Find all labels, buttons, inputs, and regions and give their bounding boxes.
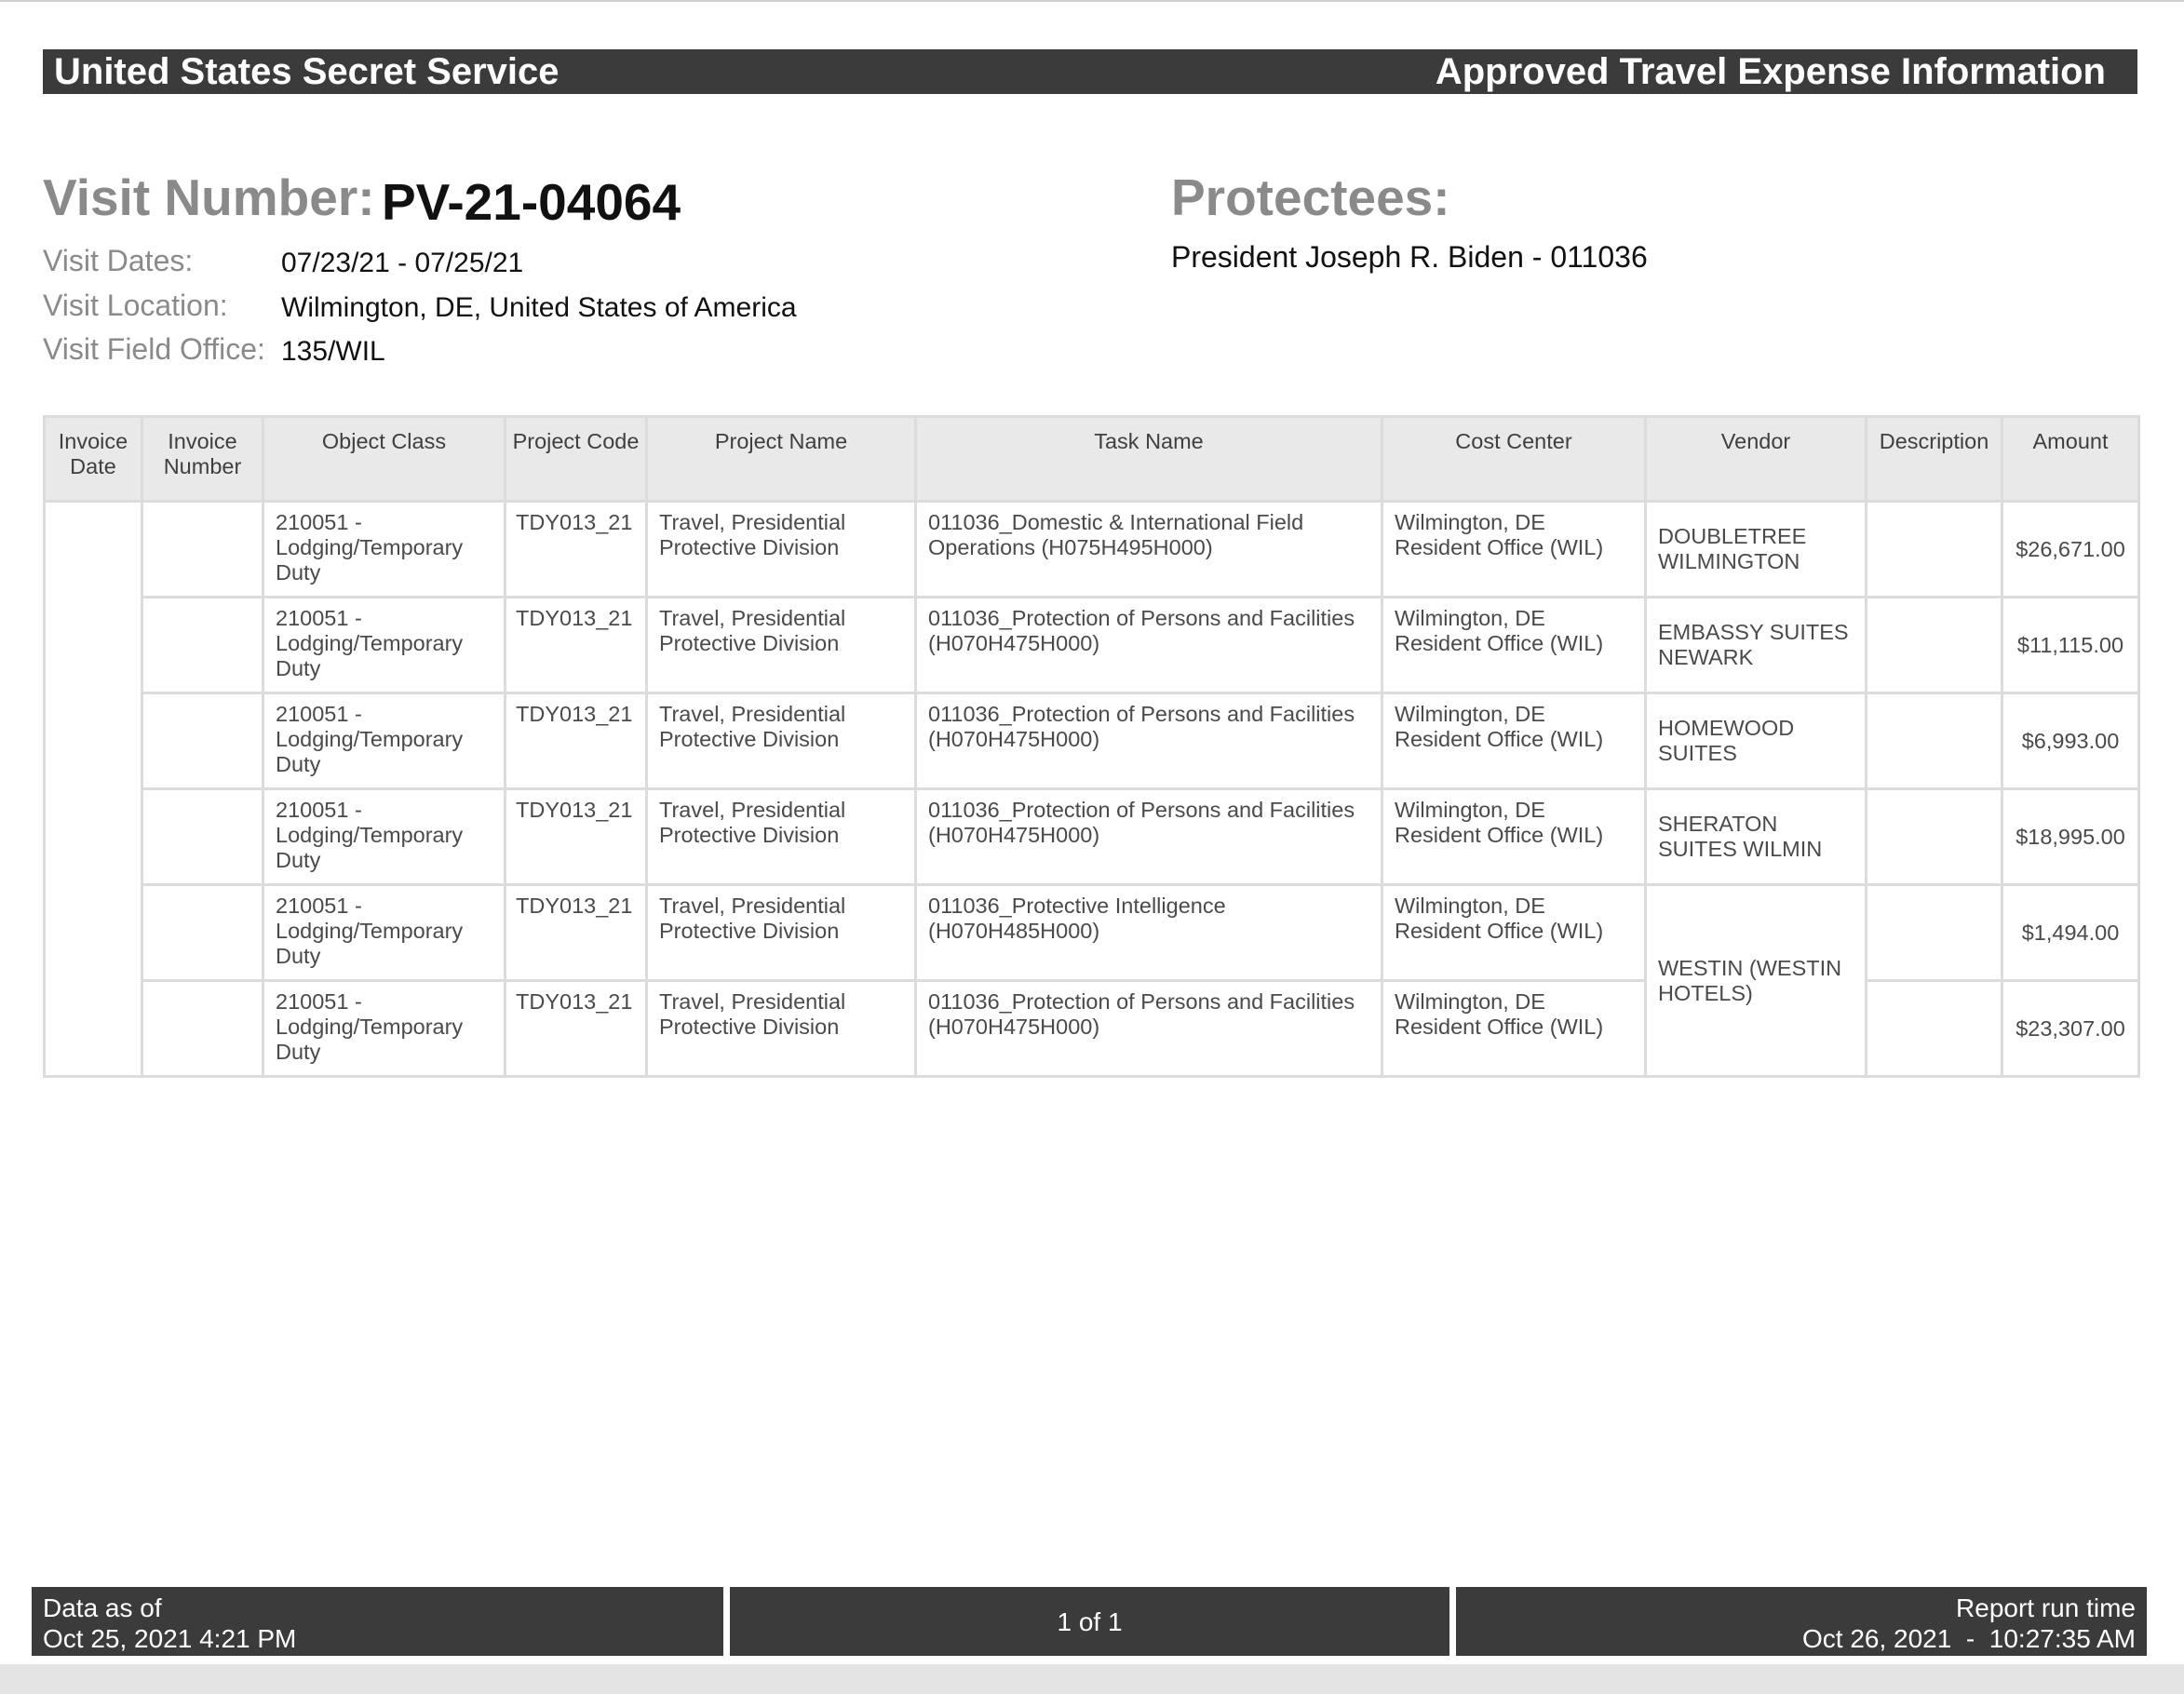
run-time-label: Report run time [1956,1593,2136,1622]
vendor-cell: SHERATON SUITES WILMIN [1646,789,1867,885]
visit-dates-value: 07/23/21 - 07/25/21 [281,248,524,278]
header-description: Description [1867,417,2002,502]
object-class-cell: 210051 - Lodging/Temporary Duty [263,502,506,598]
task-name-cell: 011036_Protection of Persons and Facilities (H070H475H000) [916,693,1382,789]
description-cell [1867,693,2002,789]
visit-field-office-value: 135/WIL [281,336,385,367]
run-time-value: Oct 26, 2021 - 10:27:35 AM [1802,1624,2136,1653]
project-name-cell: Travel, Presidential Protective Division [647,789,916,885]
visit-location-label: Visit Location: [43,289,228,322]
project-code-cell: TDY013_21 [506,789,647,885]
page-indicator: 1 of 1 [1057,1607,1123,1636]
cost-center-cell: Wilmington, DE Resident Office (WIL) [1382,598,1646,693]
header-task-name: Task Name [916,417,1382,502]
project-code-cell: TDY013_21 [506,693,647,789]
header-vendor: Vendor [1646,417,1867,502]
object-class-cell: 210051 - Lodging/Temporary Duty [263,693,506,789]
cost-center-cell: Wilmington, DE Resident Office (WIL) [1382,789,1646,885]
invoice-number-cell [142,789,263,885]
header-cost-center: Cost Center [1382,417,1646,502]
task-name-cell: 011036_Protective Intelligence (H070H485H000) [916,885,1382,981]
cost-center-cell: Wilmington, DE Resident Office (WIL) [1382,502,1646,598]
object-class-cell: 210051 - Lodging/Temporary Duty [263,981,506,1077]
description-cell [1867,789,2002,885]
invoice-number-cell [142,885,263,981]
report-title: Approved Travel Expense Information [1435,50,2106,92]
footer-page-number [730,1587,1449,1656]
project-name-cell: Travel, Presidential Protective Division [647,693,916,789]
invoice-date-cell [45,502,142,1077]
visit-dates-label: Visit Dates: [43,244,194,277]
table-row [45,693,2139,789]
bottom-strip [0,1664,2184,1694]
header-invoice-number: Invoice Number [142,417,263,502]
header-invoice-date: Invoice Date [45,417,142,502]
vendor-cell: DOUBLETREE WILMINGTON [1646,502,1867,598]
cost-center-cell: Wilmington, DE Resident Office (WIL) [1382,885,1646,981]
cost-center-cell: Wilmington, DE Resident Office (WIL) [1382,981,1646,1077]
table-row [45,885,2139,981]
amount-cell: $1,494.00 [2002,885,2139,981]
amount-cell: $11,115.00 [2002,598,2139,693]
project-code-cell: TDY013_21 [506,981,647,1077]
project-code-cell: TDY013_21 [506,885,647,981]
table-header-row [45,417,2139,502]
visit-location-value: Wilmington, DE, United States of America [281,292,797,323]
project-name-cell: Travel, Presidential Protective Division [647,598,916,693]
object-class-cell: 210051 - Lodging/Temporary Duty [263,885,506,981]
object-class-cell: 210051 - Lodging/Temporary Duty [263,598,506,693]
visit-field-office-label: Visit Field Office: [43,332,265,366]
project-code-cell: TDY013_21 [506,502,647,598]
expense-table [43,415,2140,1078]
footer-data-as-of [32,1587,723,1656]
data-as-of-value: Oct 25, 2021 4:21 PM [43,1624,297,1653]
protectees-label: Protectees: [1171,168,1450,226]
header-amount: Amount [2002,417,2139,502]
description-cell [1867,598,2002,693]
amount-cell: $18,995.00 [2002,789,2139,885]
description-cell [1867,502,2002,598]
report-header-bar [43,49,2137,94]
project-name-cell: Travel, Presidential Protective Division [647,502,916,598]
project-code-cell: TDY013_21 [506,598,647,693]
task-name-cell: 011036_Protection of Persons and Facilities (H070H475H000) [916,789,1382,885]
table-row [45,789,2139,885]
amount-cell: $26,671.00 [2002,502,2139,598]
invoice-number-cell [142,981,263,1077]
visit-number-value: PV-21-04064 [382,173,681,231]
task-name-cell: 011036_Domestic & International Field Operations (H075H495H000) [916,502,1382,598]
amount-cell: $23,307.00 [2002,981,2139,1077]
invoice-number-cell [142,598,263,693]
table-row [45,598,2139,693]
visit-number-label: Visit Number: [43,168,375,226]
task-name-cell: 011036_Protection of Persons and Facilities (H070H475H000) [916,598,1382,693]
header-object-class: Object Class [263,417,506,502]
data-as-of-label: Data as of [43,1593,162,1622]
amount-cell: $6,993.00 [2002,693,2139,789]
project-name-cell: Travel, Presidential Protective Division [647,981,916,1077]
top-border [0,0,2184,2]
protectees-value: President Joseph R. Biden - 011036 [1171,240,1648,274]
invoice-number-cell [142,502,263,598]
description-cell [1867,981,2002,1077]
vendor-cell: HOMEWOOD SUITES [1646,693,1867,789]
header-project-code: Project Code [506,417,647,502]
table-row [45,502,2139,598]
header-project-name: Project Name [647,417,916,502]
vendor-cell: WESTIN (WESTIN HOTELS) [1646,885,1867,1077]
object-class-cell: 210051 - Lodging/Temporary Duty [263,789,506,885]
agency-name: United States Secret Service [54,50,559,92]
cost-center-cell: Wilmington, DE Resident Office (WIL) [1382,693,1646,789]
invoice-number-cell [142,693,263,789]
footer-run-time [1456,1587,2147,1656]
description-cell [1867,885,2002,981]
vendor-cell: EMBASSY SUITES NEWARK [1646,598,1867,693]
project-name-cell: Travel, Presidential Protective Division [647,885,916,981]
task-name-cell: 011036_Protection of Persons and Facilities (H070H475H000) [916,981,1382,1077]
